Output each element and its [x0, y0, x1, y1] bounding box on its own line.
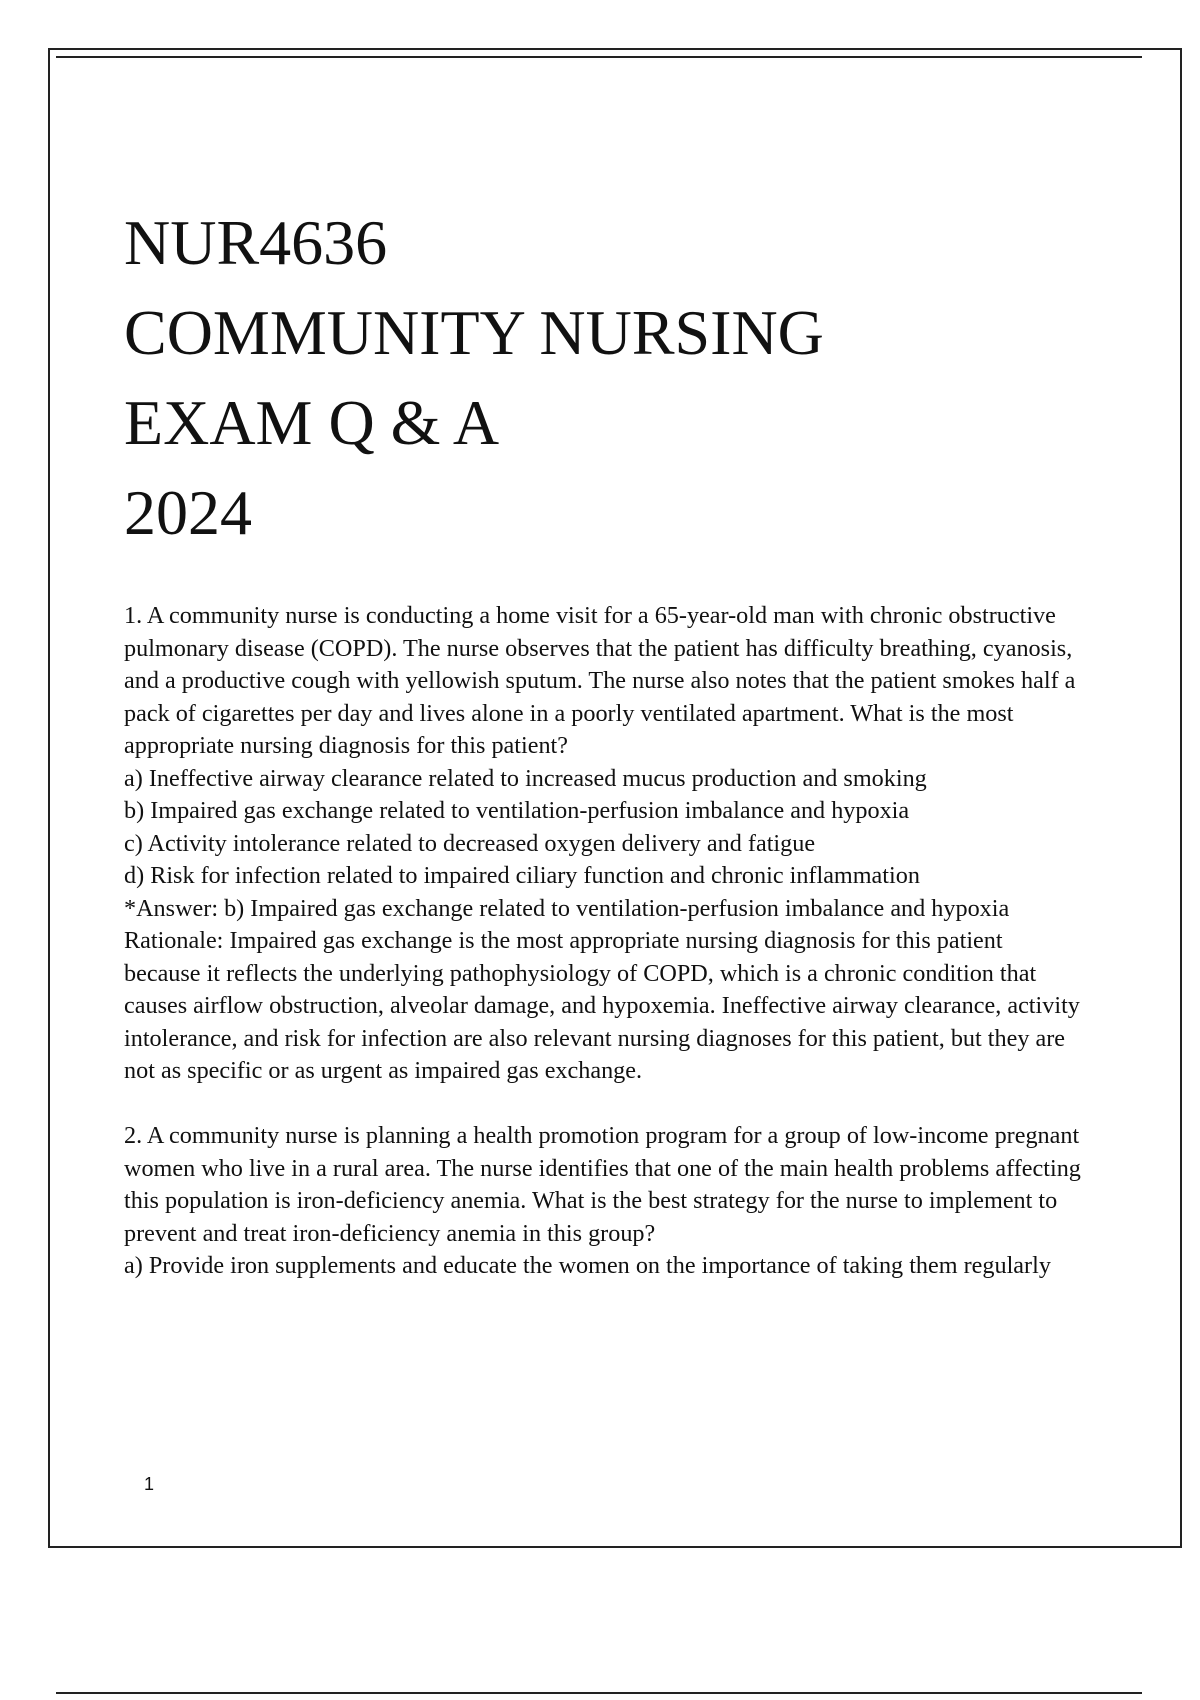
- document-body: [124, 600, 1084, 1315]
- bottom-rule: [56, 1692, 1142, 1694]
- answer-option-a: a) Provide iron supplements and educate the women on the importance of taking them regularly: [124, 1252, 1051, 1279]
- document-title: [124, 198, 1084, 558]
- question-stem: 2. A community nurse is planning a health promotion program for a group of low-income pregnant women who live in a rural area. The nurse identifies that one of the main health problems affecting this population is iron-deficiency anemia. What is the best strategy for the nurse to implement to prevent and treat iron-deficiency anemia in this group?: [124, 1122, 1081, 1247]
- question-2: [124, 1120, 1084, 1283]
- correct-answer: *Answer: b) Impaired gas exchange related to ventilation-perfusion imbalance and hypoxia: [124, 894, 1010, 922]
- question-stem: 1. A community nurse is conducting a home visit for a 65-year-old man with chronic obstructive pulmonary disease (COPD). The nurse observes that the patient has difficulty breathing, cyanosis, and a productive cough with yellowish sputum. The nurse also notes that the patient smokes half a pack of cigarettes per day and lives alone in a poorly ventilated apartment. What is the most appropriate nursing diagnosis for this patient?: [124, 602, 1076, 759]
- title-line-year: 2024: [124, 477, 252, 548]
- top-rule: [56, 56, 1142, 58]
- answer-option-d: d) Risk for infection related to impaired ciliary function and chronic inflammation: [124, 862, 920, 889]
- answer-option-c: c) Activity intolerance related to decreased oxygen delivery and fatigue: [124, 829, 816, 857]
- rationale: Rationale: Impaired gas exchange is the most appropriate nursing diagnosis for this patient because it reflects the underlying pathophysiology of COPD, which is a chronic condition that causes airflow obstruction, alveolar damage, and hypoxemia. Ineffective airway clearance, activity intolerance, and risk for infection are also relevant nursing diagnoses for this patient, but they are not as specific or as urgent as impaired gas exchange.: [124, 927, 1080, 1084]
- title-line-subject: COMMUNITY NURSING: [124, 297, 824, 368]
- answer-option-b: b) Impaired gas exchange related to ventilation-perfusion imbalance and hypoxia: [124, 797, 910, 824]
- page-number: 1: [144, 1474, 155, 1494]
- question-1: [124, 600, 1084, 1088]
- title-line-type: EXAM Q & A: [124, 387, 500, 458]
- answer-option-a: a) Ineffective airway clearance related to increased mucus production and smoking: [124, 764, 927, 792]
- title-line-course: NUR4636: [124, 207, 388, 278]
